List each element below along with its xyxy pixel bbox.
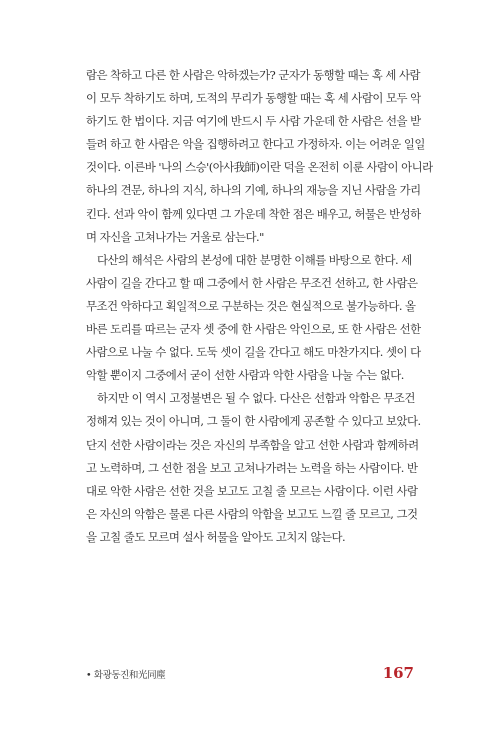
text-line: 하지만 이 역시 고정불변은 될 수 없다. 다산은 선함과 악함은 무조건 xyxy=(97,391,415,406)
text-line: 킨다. 선과 악이 함께 있다면 그 가운데 착한 점은 배우고, 허물은 반성하 xyxy=(86,206,421,221)
page-number: 167 xyxy=(382,664,414,682)
text-line: 다산의 해석은 사람의 본성에 대한 분명한 이해를 바탕으로 한다. 세 xyxy=(97,252,412,267)
text-line: 바른 도리를 따르는 군자 셋 중에 한 사람은 악인으로, 또 한 사람은 선한 xyxy=(86,322,421,337)
paragraph-2 xyxy=(86,249,421,388)
text-line: 들려 하고 한 사람은 악을 집행하려고 한다고 가정하자. 이는 어려운 일일 xyxy=(86,137,425,152)
text-line: 하기도 한 법이다. 지금 여기에 반드시 두 사람 가운데 한 사람은 선을 받 xyxy=(86,114,421,129)
body-text xyxy=(86,64,433,549)
page-footer xyxy=(86,664,414,684)
text-line: 사람으로 나눌 수 없다. 도둑 셋이 길을 간다고 해도 마찬가지다. 셋이 다 xyxy=(86,345,421,360)
text-line: 람은 착하고 다른 한 사람은 악하겠는가? 군자가 동행할 때는 혹 세 사람 xyxy=(86,68,421,82)
text-line: 것이다. 이른바 '나의 스승'(아사我師)이란 덕을 온전히 이룬 사람이 아니라 xyxy=(86,160,433,175)
text-line: 정해져 있는 것이 아니며, 그 둘이 한 사람에게 공존할 수 있다고 보았다. xyxy=(86,414,421,429)
text-line: 단지 선한 사람이라는 것은 자신의 부족함을 알고 선한 사람과 함께하려 xyxy=(86,437,419,452)
running-head: • 화광동진和光同塵 xyxy=(86,670,166,681)
text-line: 이 모두 착하기도 하며, 도적의 무리가 동행할 때는 혹 세 사람이 모두 악 xyxy=(86,91,421,106)
text-line: 악할 뿐이지 그중에서 굳이 선한 사람과 악한 사람을 나눌 수는 없다. xyxy=(86,368,404,383)
text-line: 며 자신을 고쳐나가는 거울로 삼는다." xyxy=(86,229,264,244)
text-line: 하나의 견문, 하나의 지식, 하나의 기예, 하나의 재능을 지닌 사람을 가리 xyxy=(86,183,421,198)
paragraph-1 xyxy=(86,64,433,249)
text-line: 무조건 악하다고 획일적으로 구분하는 것은 현실적으로 불가능하다. 올 xyxy=(86,298,416,313)
text-line: 을 고칠 줄도 모르며 설사 허물을 알아도 고치지 않는다. xyxy=(86,529,346,544)
text-line: 대로 악한 사람은 선한 것을 보고도 고칠 줄 모르는 사람이다. 이런 사람 xyxy=(86,483,418,498)
text-line: 사람이 길을 간다고 할 때 그중에서 한 사람은 무조건 선하고, 한 사람은 xyxy=(86,275,418,290)
text-line: 은 자신의 악함은 물론 다른 사람의 악함을 보고도 느낄 줄 모르고, 그것 xyxy=(86,506,418,521)
paragraph-3 xyxy=(86,387,421,549)
text-line: 고 노력하며, 그 선한 점을 보고 고쳐나가려는 노력을 하는 사람이다. 반 xyxy=(86,460,418,475)
